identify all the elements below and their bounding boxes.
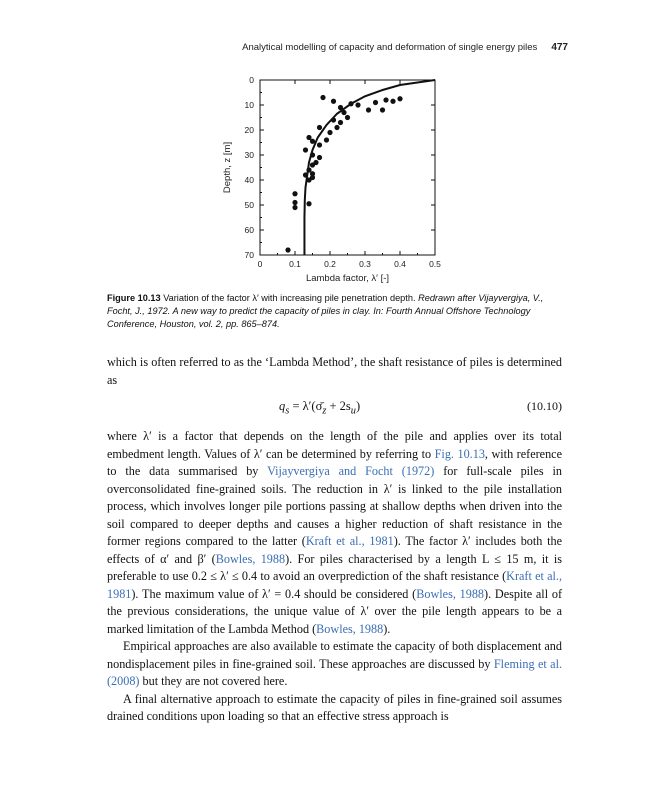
figure-caption-text: Variation of the factor λ′ with increasing pile penetration depth. [163, 293, 416, 303]
x-tick-label: 0.5 [429, 259, 441, 269]
paragraph-2: where λ′ is a factor that depends on the length of the pile and applies over its total embedment length. Values of λ′ can be determined by referring to Fig. 10.13, with reference to the data summarised by Vijayvergiya and Focht (1972) for full-scale piles in overconsolidated fine-grained soils. The reduction in λ′ is linked to the pile installation process, which involves longer pile portions passing at shallow depths when driven into the soil compared to deeper depths and causes a higher reduction of shaft resistance in the former regions compared to the latter (Kraft et al., 1981). The factor λ′ includes both the effects of α′ and β′ (Bowles, 1988). For piles characterised by a length L ≤ 15 m, it is preferable to use 0.2 ≤ λ′ ≤ 0.4 to avoid an overprediction of the shaft resistance (Kraft et al., 1981). The maximum value of λ′ = 0.4 should be considered (Bowles, 1988). Despite all of the previous considerations, the unique value of λ′ over the pile length appears to be a marked limitation of the Lambda Method (Bowles, 1988). [107, 429, 563, 636]
ref-bowles-2[interactable]: Bowles, 1988 [416, 586, 485, 601]
running-header [242, 42, 568, 53]
eq-rhs-sub: z [322, 405, 327, 417]
eq-lhs-sub: s [285, 405, 290, 417]
body-text [107, 354, 562, 726]
paragraph-4: A final alternative approach to estimate the capacity of piles in fine-grained soil assumes drained conditions upon loading so that an effective stress approach is [107, 691, 562, 723]
equation-body [279, 398, 360, 420]
x-tick-label: 0.2 [324, 259, 336, 269]
data-point [292, 200, 297, 205]
data-point [310, 175, 315, 180]
page-number: 477 [551, 42, 568, 53]
y-tick-label: 10 [244, 100, 254, 110]
y-tick-label: 0 [249, 75, 254, 85]
eq-rhs-tail: + 2s [326, 399, 351, 413]
ref-kraft-1[interactable]: Kraft et al., 1981 [305, 534, 394, 548]
paragraph-3: Empirical approaches are also available to estimate the capacity of both displacement and nondisplacement piles in fine-grained soil. These approaches are discussed by Fleming et al. (2008) but they are not covered here. [107, 639, 562, 688]
eq-lhs: q [279, 399, 286, 413]
x-tick-label: 0.3 [359, 259, 371, 269]
lambda-depth-chart [200, 70, 460, 288]
data-point [331, 99, 336, 104]
y-tick-label: 40 [244, 175, 254, 185]
paragraph-1: which is often referred to as the ‘Lambda Method’, the shaft resistance of piles is determined as [107, 355, 562, 387]
data-point [324, 137, 329, 142]
data-point [303, 147, 308, 152]
x-axis-label: Lambda factor, λ′ [-] [305, 273, 390, 284]
x-tick-label: 0.1 [289, 259, 301, 269]
data-point [310, 162, 315, 167]
x-tick-label: 0.4 [394, 259, 406, 269]
x-tick-label: 0 [257, 259, 263, 269]
ref-bowles-1[interactable]: Bowles, 1988 [215, 551, 286, 566]
y-tick-label: 50 [244, 200, 254, 210]
data-point [345, 115, 350, 120]
equation-number: (10.10) [527, 399, 562, 413]
data-point [317, 142, 322, 147]
equation-10-10 [107, 392, 562, 422]
data-point [334, 125, 339, 130]
y-axis-label: Depth, z [m] [222, 141, 233, 194]
figure-caption [107, 292, 562, 330]
data-point [317, 125, 322, 130]
eq-close: ) [356, 399, 361, 413]
ref-fig-10-13[interactable]: Fig. 10.13 [434, 446, 485, 461]
ref-kraft-2[interactable]: Kraft et al., 1981 [107, 569, 562, 601]
data-point [310, 139, 315, 144]
ref-fleming[interactable]: Fleming et al. (2008) [107, 656, 562, 688]
data-point [320, 95, 325, 100]
y-tick-label: 20 [244, 125, 254, 135]
data-point [306, 201, 311, 206]
data-point [390, 99, 395, 104]
y-tick-label: 60 [244, 225, 254, 235]
data-point [292, 191, 297, 196]
eq-rhs: = λ′(σ̄ [292, 399, 323, 413]
y-tick-label: 30 [244, 150, 254, 160]
design-curve [304, 80, 435, 255]
data-point [327, 130, 332, 135]
data-point [373, 100, 378, 105]
data-point [366, 107, 371, 112]
axes-group [245, 75, 442, 269]
data-point [380, 107, 385, 112]
data-points-group [285, 95, 402, 253]
data-point [355, 102, 360, 107]
data-point [338, 120, 343, 125]
figure-label: Figure 10.13 [107, 293, 161, 303]
y-tick-label: 70 [244, 250, 254, 260]
data-point [383, 97, 388, 102]
data-point [292, 205, 297, 210]
running-title: Analytical modelling of capacity and deformation of single energy piles [242, 42, 538, 53]
data-point [397, 96, 402, 101]
figure-credit: Redrawn after Vijayvergiya, V., Focht, J., 1972. A new way to predict the capacity of piles in clay. In: Fourth Annual Offshore Technology Conference, Houston, vol. 2, pp. 865–874. [107, 293, 544, 329]
data-point [285, 247, 290, 252]
ref-vijayvergiya-focht[interactable]: Vijayvergiya and Focht (1972) [267, 464, 435, 478]
eq-rhs-tail-sub: u [350, 405, 356, 417]
ref-bowles-3[interactable]: Bowles, 1988 [316, 621, 384, 636]
data-point [317, 155, 322, 160]
